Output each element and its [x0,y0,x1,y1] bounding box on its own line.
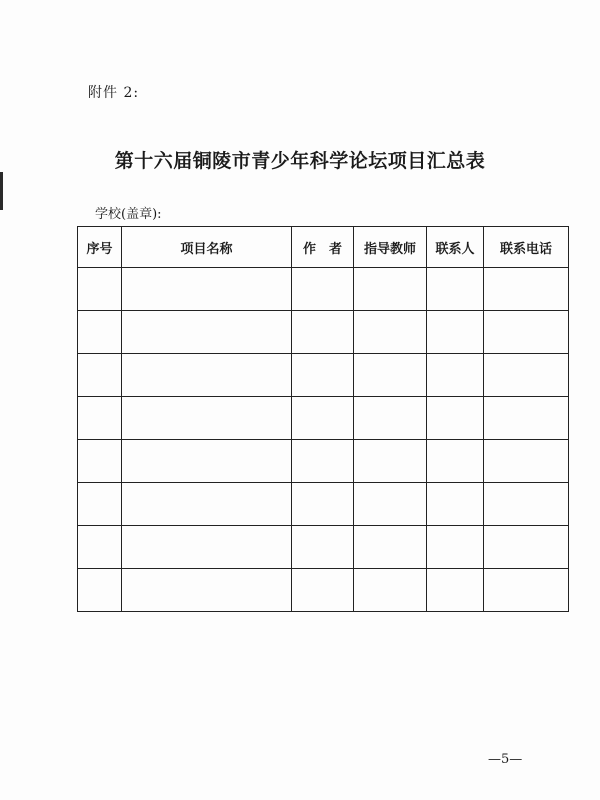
cell-project-name [122,268,292,311]
page-number: —5— [488,752,523,767]
project-summary-table [77,226,569,612]
cell-contact-person [427,311,484,354]
cell-advisor [354,397,427,440]
cell-contact-phone [484,311,569,354]
cell-contact-phone [484,569,569,612]
attachment-label: 附件 2: [88,85,140,101]
cell-author [292,569,354,612]
school-stamp-label: 学校(盖章): [95,207,162,222]
cell-author [292,440,354,483]
table-row [78,440,569,483]
cell-advisor [354,354,427,397]
cell-author [292,397,354,440]
table-header-row [78,227,569,268]
cell-serial-number [78,354,122,397]
cell-contact-person [427,440,484,483]
table-row [78,311,569,354]
header-advisor: 指导教师 [354,227,427,268]
table-row [78,526,569,569]
cell-contact-phone [484,397,569,440]
table-row [78,268,569,311]
cell-author [292,268,354,311]
cell-contact-phone [484,440,569,483]
cell-author [292,311,354,354]
binding-edge-mark [0,172,3,210]
cell-contact-phone [484,526,569,569]
cell-author [292,526,354,569]
cell-contact-person [427,268,484,311]
cell-advisor [354,440,427,483]
cell-project-name [122,397,292,440]
cell-contact-person [427,354,484,397]
cell-contact-person [427,483,484,526]
header-project-name: 项目名称 [122,227,292,268]
cell-project-name [122,483,292,526]
cell-advisor [354,311,427,354]
header-author: 作 者 [292,227,354,268]
cell-serial-number [78,569,122,612]
cell-advisor [354,569,427,612]
table-row [78,569,569,612]
header-contact-phone: 联系电话 [484,227,569,268]
cell-project-name [122,440,292,483]
cell-contact-person [427,526,484,569]
cell-project-name [122,569,292,612]
cell-contact-phone [484,268,569,311]
cell-serial-number [78,311,122,354]
header-serial-number: 序号 [78,227,122,268]
cell-author [292,483,354,526]
page-title: 第十六届铜陵市青少年科学论坛项目汇总表 [114,150,486,172]
table-row [78,483,569,526]
table-row [78,354,569,397]
table-row [78,397,569,440]
cell-serial-number [78,440,122,483]
cell-advisor [354,526,427,569]
cell-advisor [354,268,427,311]
cell-contact-phone [484,354,569,397]
cell-serial-number [78,483,122,526]
cell-project-name [122,311,292,354]
cell-contact-person [427,569,484,612]
cell-author [292,354,354,397]
cell-advisor [354,483,427,526]
cell-project-name [122,354,292,397]
cell-serial-number [78,526,122,569]
table-body [78,268,569,612]
cell-serial-number [78,397,122,440]
cell-project-name [122,526,292,569]
cell-serial-number [78,268,122,311]
cell-contact-phone [484,483,569,526]
cell-contact-person [427,397,484,440]
header-contact-person: 联系人 [427,227,484,268]
